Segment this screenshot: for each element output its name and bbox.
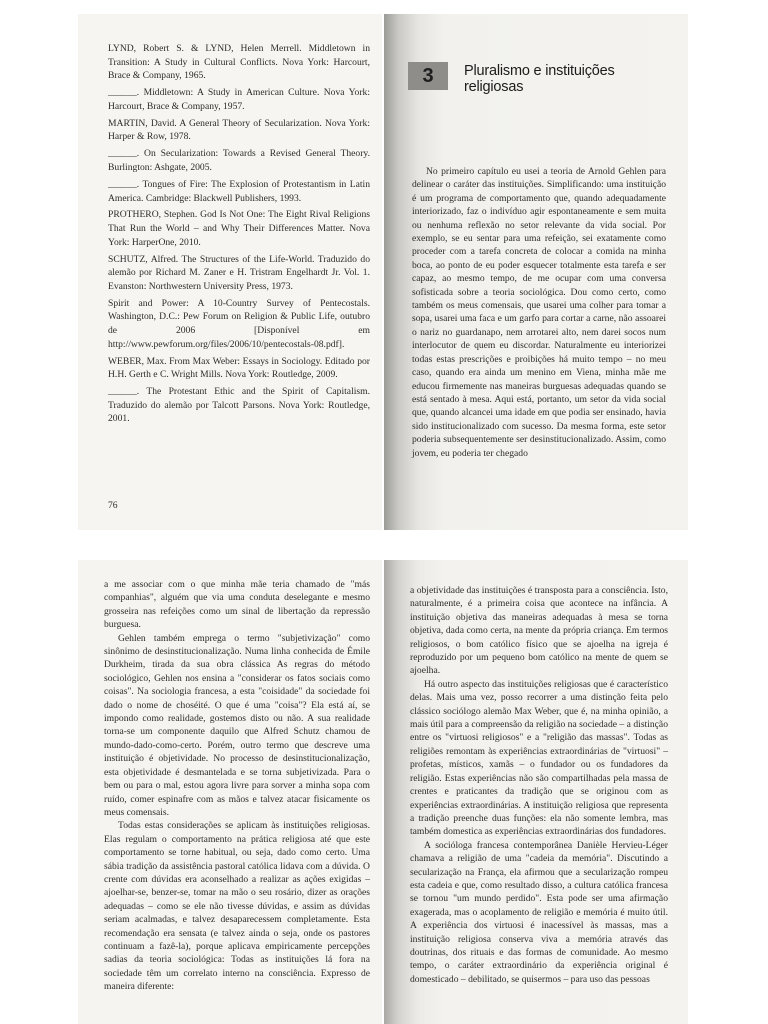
reference-entry: ______. The Protestant Ethic and the Spirit of Capitalism. Traduzido do alemão por Talcott Parsons. Nova York: Routledge, 2001. [108,386,370,425]
reference-entry: WEBER, Max. From Max Weber: Essays in Sociology. Editado por H.H. Gerth e C. Wright Mills. Nova York: Routledge, 2009. [108,355,370,381]
paragraph: Todas estas considerações se aplicam às instituições religiosas. Elas regulam o comportamento na prática religiosa até que este comportamento se torne habitual, ou seja, dado como certo. Uma sábia tradição da assistência pastoral católica lidava com a dúvida. O crente com dúvidas era aconselhado a realizar as ações exigidas – ajoelhar-se, benzer-se, tomar na mão o seu rosário, dizer as orações adequadas – como se ele não tivesse dúvidas, e assim as dúvidas seriam acalmadas, e talvez desaparecessem completamente. Esta recomendação era sensata (e talvez ainda o seja, onde os pastores continuam a fazê-la), porque aplicava empiricamente percepções sadias da teoria sociológica: Todas as instituições lá fora na sociedade têm um correlato interno na consciência. Expresso de maneira diferente: [104,820,370,993]
page-bibliography [78,14,382,530]
body-text [410,584,668,986]
chapter-title: Pluralismo e instituições religiosas [464,63,615,95]
chapter-heading [408,62,678,114]
page-body-left [78,560,382,1024]
reference-entry: MARTIN, David. A General Theory of Secularization. Nova York: Harper & Row, 1978. [108,117,370,143]
page-chapter-opening [384,14,688,530]
paragraph: Gehlen também emprega o termo "subjetivização" como sinônimo de desinstitucionalização. Numa linha conhecida de Émile Durkheim, tirada da sua obra clássica As regras do método sociológico, Gehlen nos ensina a "considerar os fatos sociais como coisas". Na sociologia francesa, a esta "coisidade" da sociedade foi dado o nome de choséité. O que é uma "coisa"? Ela está aí, se impondo como realidade, gostemos disto ou não. A sua realidade torna-se um componente daquilo que Alfred Schutz chamou de mundo-dado-como-certo. Porém, outro termo que descreve uma instituição é objetividade. No processo de desinstitucionalização, esta objetividade é desmantelada e se torna subjetivizada. Para o bem ou para o mal, estou agora livre para sorver a minha sopa com ruído, comer espinafre com as mãos e talvez atacar fisicamente os meus comensais. [104,632,370,818]
paragraph: a objetividade das instituições é transposta para a consciência. Isto, naturalmente, é a primeira coisa que acontece na infância. A instituição objetiva das maneiras adequadas à mesa se torna objetiva, dada como certa, na mente da própria criança. Em termos religiosos, o bom católico físico que se ajoelha na igreja é reproduzido por um pequeno bom católico na mente de quem se ajoelha. [410,585,668,677]
reference-entry: ______. On Secularization: Towards a Revised General Theory. Burlington: Ashgate, 2005. [108,148,370,173]
reference-entry: ______. Tongues of Fire: The Explosion of Protestantism in Latin America. Cambridge: Blackwell Publishers, 1993. [108,178,370,204]
paragraph: Há outro aspecto das instituições religiosas que é característico delas. Mais uma vez, posso recorrer a uma distinção feita pelo clássico sociólogo alemão Max Weber, que é, na minha opinião, a mais útil para a compreensão da religião na sociedade – a distinção entre os "virtuosi religiosos" e a "religião das massas". Todas as religiões remontam às experiências extraordinárias de "virtuosi" – profetas, místicos, xamãs – o fundador ou os fundadores da religião. Estas experiências não são compartilhadas pela massa de crentes e praticantes da tradição que se originou com as experiências extraordinárias. A instituição religiosa que representa a tradição preenche duas funções: ela não somente lembra, mas também domestica as experiências extraordinárias dos fundadores. [410,678,668,838]
reference-entry: PROTHERO, Stephen. God Is Not One: The Eight Rival Religions That Run the World – and Why Their Differences Matter. Nova York: HarperOne, 2010. [108,209,370,248]
body-text [104,578,370,994]
reference-entry: Spirit and Power: A 10-Country Survey of Pentecostals. Washington, D.C.: Pew Forum on Religion & Public Life, outubro de 2006 [Disponível em http://www.pewforum.org/files/2006/10/pentecostals-08.pdf]. [108,297,370,350]
body-text [412,165,666,460]
chapter-number-badge: 3 [408,62,448,90]
reference-entry: SCHUTZ, Alfred. The Structures of the Life-World. Traduzido do alemão por Richard M. Zaner e H. Tristram Engelhardt Jr. Vol. 1. Evanston: Northwestern University Press, 1973. [108,253,370,292]
page-number: 76 [108,500,118,511]
page-body-right [384,560,688,1024]
paragraph: No primeiro capítulo eu usei a teoria de Arnold Gehlen para delinear o caráter das instituições. Simplificando: uma instituição é um programa de comportamento que, quando adequadamente interiorizado, faz o indivíduo agir espontaneamente e sem muita ou nenhuma reflexão no setor relevante da vida social. Por exemplo, se eu sentar para uma refeição, sei exatamente como proceder com a tarefa concreta de colocar a comida na minha boca, ao ponto de eu poder esquecer totalmente esta tarefa e ser capaz, ao mesmo tempo, de me ocupar com uma conversa sofisticada sobre a teoria sociológica. Dou como certo, como também os meus comensais, que usarei uma colher para tomar a sopa, usarei uma faca e um garfo para cortar a carne, não assoarei o nariz no guardanapo, nem arrotarei alto, nem darei socos num interlocutor de quem eu discordar. Naturalmente eu interiorizei todas estas prescrições e proibições há muito tempo – no meu caso, quando era ainda um menino em Viena, minha mãe me educou firmemente nas maneiras burguesas adequadas quando se está sentado à mesa. Aqui está, portanto, um setor da vida social que, quando alcancei uma idade em que podia ser ensinado, havia sido institucionalizado com sucesso. Da mesma forma, este setor poderia subsequentemente ser desinstitucionalizado. Assim, como jovem, eu poderia ter chegado [412,166,666,459]
reference-entry: LYND, Robert S. & LYND, Helen Merrell. Middletown in Transition: A Study in Cultural Conflicts. Nova York: Harcourt, Brace & Company, 1965. [108,43,370,82]
reference-list [108,42,370,429]
paragraph: A socióloga francesa contemporânea Danièle Hervieu-Léger chamava a religião de uma "cadeia da memória". Discutindo a secularização na França, ela afirmou que a secularização rompeu esta cadeia e que, como resultado disso, a cultura católica francesa se tornou "um mundo perdido". Esta pode ser uma afirmação exagerada, mas o acoplamento de religião e memória é muito útil. A experiência dos virtuosi é inacessível às massas, mas a instituição religiosa conserva viva a memória através das doutrinas, dos rituais e das formas de comunidade. Ao mesmo tempo, o caráter extraordinário da experiência original é domesticado – debilitado, se quisermos – para uso das pessoas [410,839,668,985]
reference-entry: ______. Middletown: A Study in American Culture. Nova York: Harcourt, Brace & Company, 1957. [108,87,370,112]
paragraph: a me associar com o que minha mãe teria chamado de "más companhias", alguém que via uma conduta deselegante e mesmo grosseira nas refeições como um sinal de libertação da repressão burguesa. [104,579,370,631]
